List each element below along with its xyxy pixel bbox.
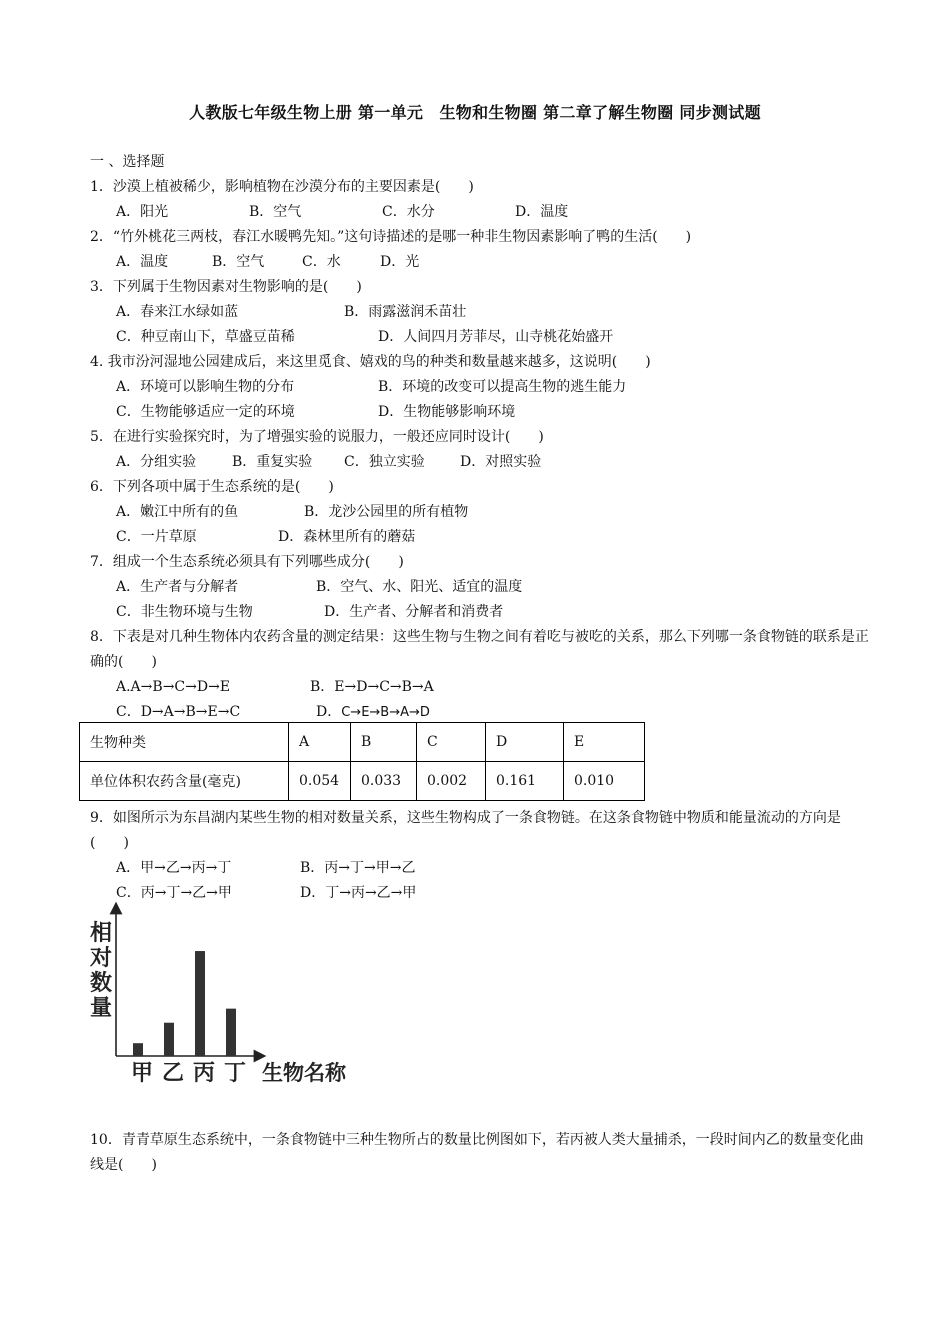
table-cell: E bbox=[564, 723, 645, 762]
q9-options-row1 bbox=[90, 856, 870, 881]
q9-option-b: B．丙→丁→甲→乙 bbox=[300, 860, 416, 876]
y-axis-label-char: 数 bbox=[90, 971, 113, 996]
q5-option-c: C．独立实验 bbox=[344, 454, 425, 470]
table-cell: 0.002 bbox=[417, 762, 486, 801]
x-tick-labels bbox=[131, 1061, 246, 1086]
q1-option-b: B．空气 bbox=[249, 204, 302, 220]
x-tick-label: 丁 bbox=[223, 1061, 247, 1086]
q9-stem: 9．如图所示为东昌湖内某些生物的相对数量关系，这些生物构成了一条食物链。在这条食物链中物质和能量流动的方向是( ) bbox=[90, 810, 841, 851]
section-heading: 一 、选择题 bbox=[90, 154, 165, 170]
q9-option-d: D．丁→丙→乙→甲 bbox=[300, 885, 417, 901]
q1-option-a: A．阳光 bbox=[116, 204, 169, 220]
q3-option-a: A．春来江水绿如蓝 bbox=[116, 304, 239, 320]
bar-丁 bbox=[226, 1009, 236, 1056]
table-cell: D bbox=[486, 723, 564, 762]
bars-group bbox=[133, 951, 236, 1056]
table-header-cell: 生物种类 bbox=[80, 723, 289, 762]
q4-options-row1 bbox=[90, 375, 870, 400]
q3-option-d: D．人间四月芳菲尽，山寺桃花始盛开 bbox=[378, 329, 614, 345]
q2-option-c: C．水 bbox=[302, 254, 341, 270]
table-cell: B bbox=[351, 723, 417, 762]
y-axis-label-char: 对 bbox=[90, 946, 113, 971]
q8-option-d-prefix: D． bbox=[316, 704, 342, 720]
x-axis-label: 生物名称 bbox=[262, 1061, 346, 1085]
q9-option-a: A．甲→乙→丙→丁 bbox=[116, 860, 232, 876]
q4-options-row2 bbox=[90, 400, 870, 425]
q7-options-row1 bbox=[90, 575, 870, 600]
x-tick-label: 甲 bbox=[130, 1061, 154, 1086]
q7-option-c: C．非生物环境与生物 bbox=[116, 604, 253, 620]
q6-option-b: B．龙沙公园里的所有植物 bbox=[304, 504, 469, 520]
q6-option-d: D．森林里所有的蘑菇 bbox=[278, 529, 416, 545]
x-tick-label: 丙 bbox=[192, 1061, 216, 1086]
bar-丙 bbox=[195, 951, 205, 1056]
q1-option-c: C．水分 bbox=[382, 204, 435, 220]
q4-option-c: C．生物能够适应一定的环境 bbox=[116, 404, 295, 420]
table-cell: 0.161 bbox=[486, 762, 564, 801]
q6-stem: 6．下列各项中属于生态系统的是( ) bbox=[90, 479, 334, 495]
pesticide-table bbox=[79, 722, 645, 801]
bar-甲 bbox=[133, 1043, 143, 1056]
q5-options bbox=[90, 450, 870, 475]
q5-option-a: A．分组实验 bbox=[116, 454, 197, 470]
q8-stem: 8．下表是对几种生物体内农药含量的测定结果：这些生物与生物之间有着吃与被吃的关系，那么下列哪一条食物链的联系是正确的( ) bbox=[90, 629, 869, 670]
q4-option-a: A．环境可以影响生物的分布 bbox=[116, 379, 295, 395]
bar-chart bbox=[82, 900, 372, 1090]
q8-options-row1 bbox=[90, 675, 870, 700]
q6-options-row1 bbox=[90, 500, 870, 525]
page-title: 人教版七年级生物上册 第一单元 生物和生物圈 第二章了解生物圈 同步测试题 bbox=[189, 103, 761, 122]
q2-options bbox=[90, 250, 870, 275]
table-cell: 0.010 bbox=[564, 762, 645, 801]
q2-option-b: B．空气 bbox=[212, 254, 265, 270]
q10-stem: 10．青青草原生态系统中，一条食物链中三种生物所占的数量比例图如下，若丙被人类大量捕杀，一段时间内乙的数量变化曲线是( ) bbox=[90, 1132, 864, 1173]
q5-stem: 5．在进行实验探究时，为了增强实验的说服力，一般还应同时设计( ) bbox=[90, 429, 544, 445]
q4-option-d: D．生物能够影响环境 bbox=[378, 404, 516, 420]
q6-options-row2 bbox=[90, 525, 870, 550]
q3-options-row1 bbox=[90, 300, 870, 325]
q1-stem: 1．沙漠上植被稀少，影响植物在沙漠分布的主要因素是( ) bbox=[90, 179, 474, 195]
q8-option-d: C→E→B→A→D bbox=[341, 705, 430, 720]
q3-option-c: C．种豆南山下，草盛豆苗稀 bbox=[116, 329, 295, 345]
q3-stem: 3．下列属于生物因素对生物影响的是( ) bbox=[90, 279, 362, 295]
y-axis-label-char: 相 bbox=[90, 921, 113, 946]
table-cell: A bbox=[289, 723, 351, 762]
table-cell: 0.054 bbox=[289, 762, 351, 801]
q9-option-c: C．丙→丁→乙→甲 bbox=[116, 885, 232, 901]
table-row bbox=[80, 762, 645, 801]
q5-option-d: D．对照实验 bbox=[460, 454, 542, 470]
q2-option-a: A．温度 bbox=[116, 254, 169, 270]
q1-option-d: D．温度 bbox=[515, 204, 569, 220]
question-list bbox=[90, 150, 870, 725]
y-axis-label bbox=[90, 921, 112, 1021]
q7-options-row2 bbox=[90, 600, 870, 625]
q5-option-b: B．重复实验 bbox=[232, 454, 313, 470]
q8-option-a: A.A→B→C→D→E bbox=[116, 679, 231, 695]
table-cell: C bbox=[417, 723, 486, 762]
q3-option-b: B．雨露滋润禾苗壮 bbox=[344, 304, 467, 320]
q4-stem: 4. 我市汾河湿地公园建成后，来这里觅食、嬉戏的鸟的种类和数量越来越多，这说明( ) bbox=[90, 354, 651, 370]
bar-乙 bbox=[164, 1023, 174, 1056]
q2-stem: 2．“竹外桃花三两枝，春江水暖鸭先知。”这句诗描述的是哪一种非生物因素影响了鸭的生活( ) bbox=[90, 229, 692, 245]
q9-block bbox=[90, 806, 870, 906]
q8-option-b: B．E→D→C→B→A bbox=[310, 679, 434, 695]
q1-options bbox=[90, 200, 870, 225]
q7-option-b: B．空气、水、阳光、适宜的温度 bbox=[316, 579, 523, 595]
q7-stem: 7．组成一个生态系统必须具有下列哪些成分( ) bbox=[90, 554, 404, 570]
q2-option-d: D．光 bbox=[380, 254, 420, 270]
q7-option-d: D．生产者、分解者和消费者 bbox=[324, 604, 504, 620]
table-header-cell: 单位体积农药含量(毫克) bbox=[80, 762, 289, 801]
q6-option-c: C．一片草原 bbox=[116, 529, 197, 545]
x-tick-label: 乙 bbox=[161, 1061, 185, 1086]
q4-option-b: B．环境的改变可以提高生物的逃生能力 bbox=[378, 379, 627, 395]
q8-option-c: C．D→A→B→E→C bbox=[116, 704, 241, 720]
y-axis-label-char: 量 bbox=[90, 996, 113, 1021]
table-row bbox=[80, 723, 645, 762]
q6-option-a: A．嫩江中所有的鱼 bbox=[116, 504, 239, 520]
q3-options-row2 bbox=[90, 325, 870, 350]
table-cell: 0.033 bbox=[351, 762, 417, 801]
q7-option-a: A．生产者与分解者 bbox=[116, 579, 239, 595]
